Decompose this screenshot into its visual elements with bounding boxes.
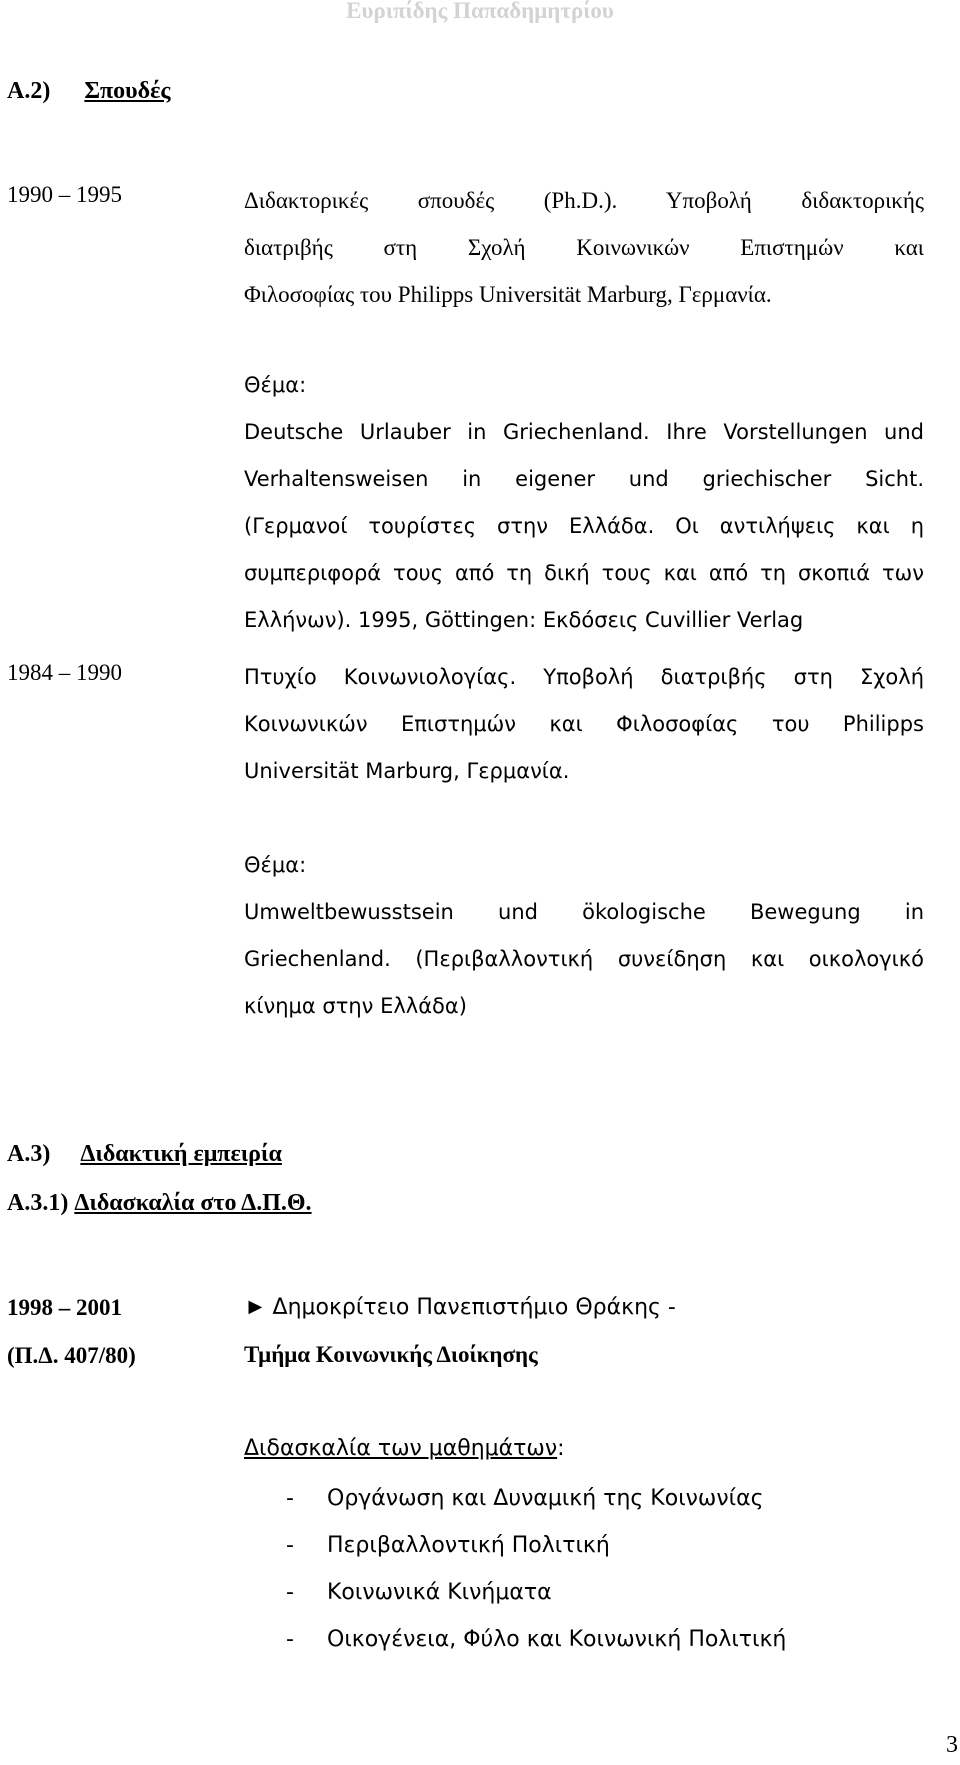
text-line: Universität Marburg, Γερμανία. xyxy=(244,759,570,783)
text-line: Deutsche Urlauber in Griechenland. Ihre Vorstellungen und xyxy=(244,420,924,444)
department-name: Τμήμα Κοινωνικής Διοίκησης xyxy=(244,1342,538,1367)
course-item: Περιβαλλοντική Πολιτική xyxy=(327,1533,610,1558)
phd-description xyxy=(244,177,924,318)
courses-heading xyxy=(244,1436,565,1461)
subsection-number: Α.3.1) xyxy=(7,1190,69,1216)
dash-bullet: - xyxy=(286,1580,294,1605)
section-title: Διδακτική εμπειρία xyxy=(80,1141,282,1167)
text-line: Κοινωνικών Επιστημών και Φιλοσοφίας του Philipps xyxy=(244,712,924,736)
dash-bullet: - xyxy=(286,1486,294,1511)
dash-bullet: - xyxy=(286,1627,294,1652)
text-line: Φιλοσοφίας του Philipps Universität Marburg, Γερμανία. xyxy=(244,282,772,307)
text-line: Umweltbewusstsein und ökologische Bewegung in xyxy=(244,900,924,924)
course-item: Οργάνωση και Δυναμική της Κοινωνίας xyxy=(327,1486,764,1511)
institution-name: Δημοκρίτειο Πανεπιστήμιο Θράκης - xyxy=(272,1295,676,1320)
teaching-law: (Π.Δ. 407/80) xyxy=(7,1343,136,1368)
subsection-heading-teaching-dpth xyxy=(7,1190,312,1217)
section-number: Α.3) xyxy=(7,1141,51,1167)
degree-description xyxy=(244,654,924,795)
institution-line xyxy=(244,1294,676,1320)
text-line: (Γερμανοί τουρίστες στην Ελλάδα. Οι αντιλήψεις και η xyxy=(244,514,924,538)
text-line: Verhaltensweisen in eigener und griechischer Sicht. xyxy=(244,467,924,491)
courses-label: Διδασκαλία των μαθημάτων xyxy=(244,1436,558,1461)
page-header-author: Ευριπίδης Παπαδημητρίου xyxy=(346,0,614,23)
text-line: Ελλήνων). 1995, Göttingen: Εκδόσεις Cuvillier Verlag xyxy=(244,608,804,632)
text-line: Διδακτορικές σπουδές (Ph.D.). Υποβολή διδακτορικής xyxy=(244,188,924,213)
topic-label: Θέμα: xyxy=(244,373,307,397)
degree-years: 1984 – 1990 xyxy=(7,660,122,685)
phd-years: 1990 – 1995 xyxy=(7,182,122,207)
dash-bullet: - xyxy=(286,1533,294,1558)
course-item: Κοινωνικά Κινήματα xyxy=(327,1580,552,1605)
section-title: Σπουδές xyxy=(84,78,171,104)
teaching-years: 1998 – 2001 xyxy=(7,1295,122,1320)
section-heading-studies xyxy=(7,78,170,105)
subsection-title: Διδασκαλία στο Δ.Π.Θ. xyxy=(74,1190,312,1216)
section-heading-teaching xyxy=(7,1141,282,1168)
page-number: 3 xyxy=(946,1732,958,1758)
section-number: Α.2) xyxy=(7,78,51,104)
text-line: διατριβής στη Σχολή Κοινωνικών Επιστημών και xyxy=(244,235,924,260)
text-line: κίνημα στην Ελλάδα) xyxy=(244,994,467,1018)
text-line: συμπεριφορά τους από τη δική τους και από τη σκοπιά των xyxy=(244,561,924,585)
text-line: Πτυχίο Κοινωνιολογίας. Υποβολή διατριβής στη Σχολή xyxy=(244,665,924,689)
course-item: Οικογένεια, Φύλο και Κοινωνική Πολιτική xyxy=(327,1627,787,1652)
text-line: Griechenland. (Περιβαλλοντική συνείδηση και οικολογικό xyxy=(244,947,924,971)
degree-topic xyxy=(244,842,924,1030)
arrow-bullet-icon: ► xyxy=(244,1294,267,1319)
topic-label: Θέμα: xyxy=(244,853,307,877)
courses-colon: : xyxy=(557,1436,565,1461)
phd-topic xyxy=(244,362,924,644)
